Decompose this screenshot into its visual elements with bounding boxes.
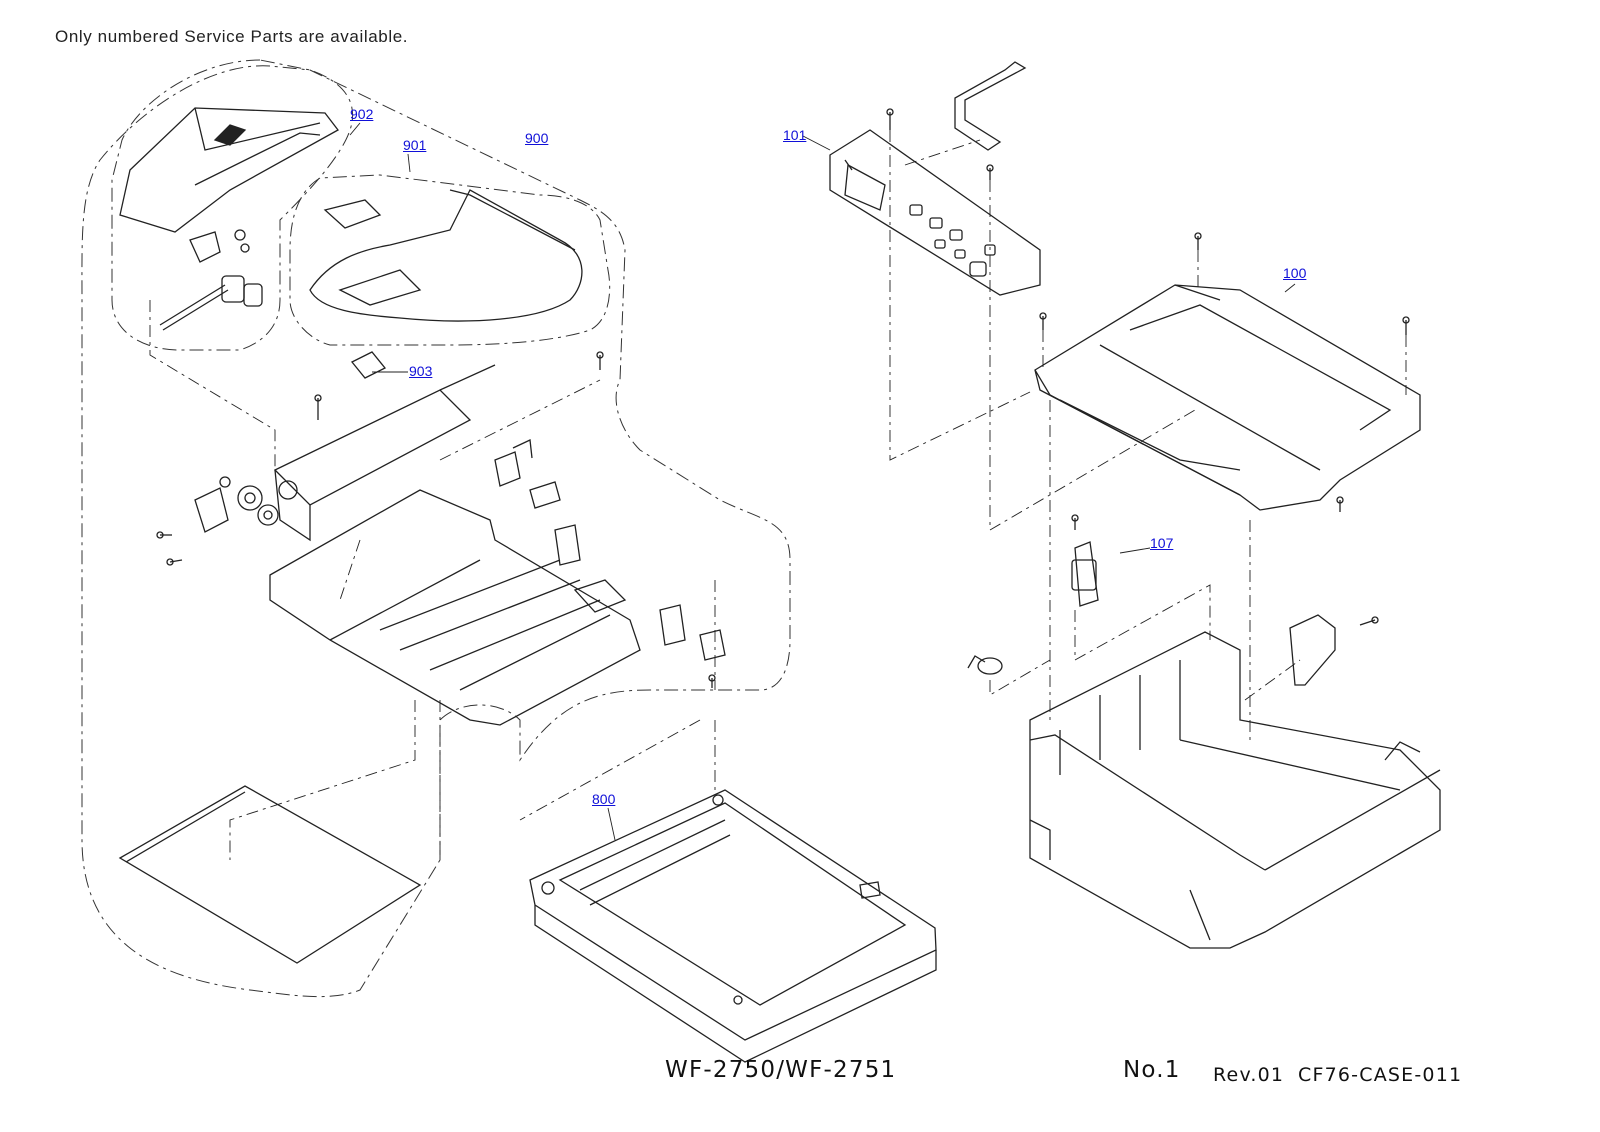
part-link-902[interactable]: 902 bbox=[350, 106, 374, 122]
page-number: No.1 bbox=[1123, 1057, 1181, 1083]
part-903-shape bbox=[352, 352, 385, 378]
small-round-part bbox=[968, 656, 1002, 674]
adf-side-parts bbox=[495, 440, 725, 660]
part-107-shape bbox=[1072, 542, 1098, 606]
part-link-900[interactable]: 900 bbox=[525, 130, 549, 146]
document-code: CF76-CASE-011 bbox=[1298, 1064, 1463, 1086]
adf-mechanism bbox=[195, 365, 495, 540]
screws-right bbox=[887, 109, 1409, 625]
assembly-lines-left bbox=[150, 300, 715, 860]
pickup-roller-assembly bbox=[160, 230, 262, 330]
model-name: WF-2750/WF-2751 bbox=[665, 1057, 897, 1083]
part-link-903[interactable]: 903 bbox=[409, 363, 433, 379]
document-mat bbox=[120, 786, 420, 963]
part-link-107[interactable]: 107 bbox=[1150, 535, 1174, 551]
lower-housing bbox=[1030, 632, 1440, 948]
part-link-100[interactable]: 100 bbox=[1283, 265, 1307, 281]
screws-left bbox=[157, 352, 715, 688]
adf-group-outline bbox=[82, 60, 790, 997]
adf-input-tray bbox=[310, 190, 582, 321]
adf-output-tray bbox=[270, 490, 640, 725]
upper-housing bbox=[1035, 285, 1420, 510]
part-link-800[interactable]: 800 bbox=[592, 791, 616, 807]
revision-label: Rev.01 bbox=[1213, 1064, 1285, 1086]
scanner-flatbed bbox=[530, 790, 936, 1062]
panel-flex-cable bbox=[955, 62, 1025, 150]
service-parts-note: Only numbered Service Parts are available. bbox=[55, 27, 409, 46]
side-bracket bbox=[1290, 615, 1335, 685]
part-link-901[interactable]: 901 bbox=[403, 137, 427, 153]
part-link-101[interactable]: 101 bbox=[783, 127, 807, 143]
adf-top-cover bbox=[120, 108, 338, 232]
assembly-lines-right bbox=[890, 130, 1406, 740]
label-leaders bbox=[350, 123, 1295, 840]
